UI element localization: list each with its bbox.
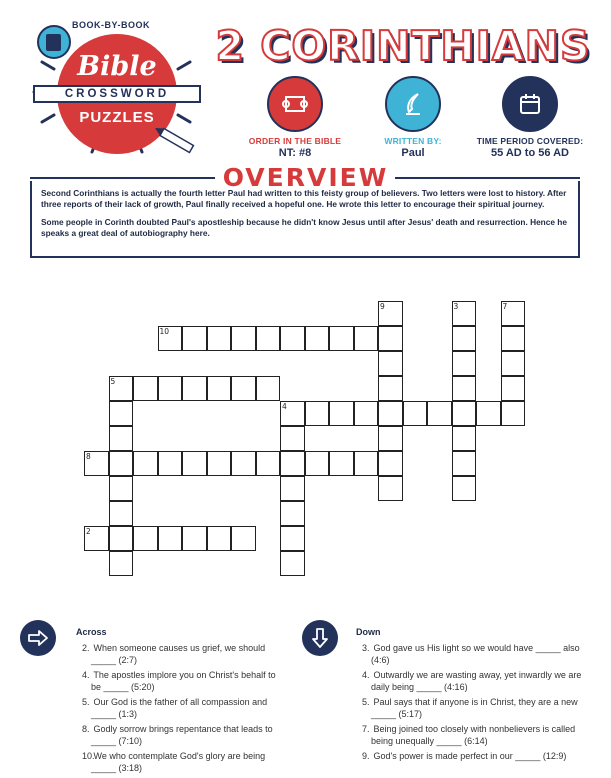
grid-cell[interactable] bbox=[109, 526, 134, 551]
clue-text: Outwardly we are wasting away, yet inwardly we are daily being _____ (4:16) bbox=[371, 670, 582, 692]
logo-word-puzzles: PUZZLES bbox=[79, 109, 155, 126]
down-clue bbox=[356, 696, 586, 720]
grid-cell[interactable] bbox=[158, 326, 183, 351]
grid-cell[interactable] bbox=[476, 401, 501, 426]
clue-number: 4. bbox=[82, 670, 90, 680]
cell-number: 3 bbox=[453, 302, 459, 311]
cell-number: 7 bbox=[502, 302, 508, 311]
grid-cell[interactable] bbox=[452, 376, 477, 401]
grid-cell[interactable] bbox=[182, 451, 207, 476]
grid-cell[interactable] bbox=[280, 326, 305, 351]
grid-cell[interactable] bbox=[427, 401, 452, 426]
grid-cell[interactable] bbox=[501, 326, 526, 351]
grid-cell[interactable] bbox=[231, 451, 256, 476]
info-order-value: NT: #8 bbox=[278, 147, 312, 159]
clue-text: God's power is made perfect in our _____ (12:9) bbox=[373, 751, 567, 761]
down-heading: Down bbox=[356, 627, 381, 637]
grid-cell[interactable] bbox=[329, 401, 354, 426]
down-clue bbox=[356, 669, 586, 693]
grid-cell[interactable] bbox=[231, 376, 256, 401]
grid-cell[interactable] bbox=[109, 426, 134, 451]
grid-cell[interactable] bbox=[501, 351, 526, 376]
clue-number: 7. bbox=[362, 724, 370, 734]
clue-number: 10. bbox=[82, 751, 95, 761]
overview-paragraph-1: Second Corinthians is actually the fourth letter Paul had written to this feisty group of believers. Two letters were lost to history. After three reports of their lack of growth, Paul finally received a hopeful one. He wrote this letter to encourage their spiritual journey. bbox=[41, 188, 567, 209]
grid-cell[interactable] bbox=[305, 401, 330, 426]
grid-cell[interactable] bbox=[256, 451, 281, 476]
grid-cell[interactable] bbox=[452, 426, 477, 451]
across-clue bbox=[76, 669, 286, 693]
across-clue bbox=[76, 723, 286, 747]
across-heading: Across bbox=[76, 627, 107, 637]
grid-cell[interactable] bbox=[452, 351, 477, 376]
grid-cell[interactable] bbox=[452, 476, 477, 501]
cell-number: 9 bbox=[380, 302, 385, 311]
grid-cell[interactable] bbox=[305, 451, 330, 476]
clue-text: When someone causes us grief, we should _____ (2:7) bbox=[91, 643, 266, 665]
grid-cell[interactable] bbox=[280, 476, 305, 501]
across-clue bbox=[76, 696, 286, 720]
clue-number: 5. bbox=[82, 697, 90, 707]
info-period-value: 55 AD to 56 AD bbox=[490, 147, 570, 159]
down-clue-list bbox=[356, 642, 586, 765]
grid-cell[interactable] bbox=[133, 526, 158, 551]
cell-number: 5 bbox=[110, 377, 116, 386]
logo-brand: Bible bbox=[77, 51, 157, 82]
info-period bbox=[470, 76, 590, 159]
grid-cell[interactable] bbox=[280, 526, 305, 551]
arrow-right-icon bbox=[20, 620, 56, 656]
grid-cell[interactable] bbox=[452, 451, 477, 476]
quill-icon bbox=[385, 76, 441, 132]
logo bbox=[22, 14, 212, 164]
overview-box bbox=[30, 181, 580, 258]
across-clue-list bbox=[76, 642, 286, 777]
across-clue bbox=[76, 642, 286, 666]
clue-text: Godly sorrow brings repentance that leads to _____ (7:10) bbox=[91, 724, 273, 746]
grid-cell[interactable] bbox=[378, 401, 403, 426]
grid-cell[interactable] bbox=[452, 401, 477, 426]
grid-cell[interactable] bbox=[256, 326, 281, 351]
grid-cell[interactable] bbox=[84, 451, 109, 476]
grid-cell[interactable] bbox=[378, 376, 403, 401]
grid-cell[interactable] bbox=[501, 301, 526, 326]
clue-number: 8. bbox=[82, 724, 90, 734]
info-order-label: ORDER IN THE BIBLE bbox=[248, 136, 342, 146]
down-clue bbox=[356, 642, 586, 666]
grid-cell[interactable] bbox=[84, 526, 109, 551]
grid-cell[interactable] bbox=[133, 376, 158, 401]
grid-cell[interactable] bbox=[280, 451, 305, 476]
grid-cell[interactable] bbox=[158, 376, 183, 401]
calendar-icon bbox=[502, 76, 558, 132]
clue-text: God gave us His light so we would have _____ also (4:6) bbox=[371, 643, 580, 665]
grid-cell[interactable] bbox=[329, 326, 354, 351]
grid-cell[interactable] bbox=[109, 376, 134, 401]
grid-cell[interactable] bbox=[280, 401, 305, 426]
grid-cell[interactable] bbox=[109, 501, 134, 526]
grid-cell[interactable] bbox=[452, 326, 477, 351]
clue-number: 5. bbox=[362, 697, 370, 707]
grid-cell[interactable] bbox=[207, 451, 232, 476]
info-author-value: Paul bbox=[401, 147, 425, 159]
grid-cell[interactable] bbox=[378, 326, 403, 351]
grid-cell[interactable] bbox=[256, 376, 281, 401]
page-title: 2 CORINTHIANS bbox=[215, 22, 591, 70]
scroll-icon bbox=[267, 76, 323, 132]
grid-cell[interactable] bbox=[378, 426, 403, 451]
grid-cell[interactable] bbox=[378, 301, 403, 326]
grid-cell[interactable] bbox=[403, 401, 428, 426]
grid-cell[interactable] bbox=[378, 351, 403, 376]
grid-cell[interactable] bbox=[378, 476, 403, 501]
grid-cell[interactable] bbox=[452, 301, 477, 326]
clue-text: Paul says that if anyone is in Christ, they are a new _____ (5:17) bbox=[371, 697, 578, 719]
grid-cell[interactable] bbox=[354, 401, 379, 426]
clue-number: 2. bbox=[82, 643, 90, 653]
grid-cell[interactable] bbox=[501, 376, 526, 401]
grid-cell[interactable] bbox=[378, 451, 403, 476]
grid-cell[interactable] bbox=[354, 326, 379, 351]
info-author bbox=[353, 76, 473, 159]
clue-number: 3. bbox=[362, 643, 370, 653]
grid-cell[interactable] bbox=[182, 326, 207, 351]
across-clue bbox=[76, 750, 286, 774]
info-order bbox=[235, 76, 355, 159]
overview-paragraph-2: Some people in Corinth doubted Paul's apostleship because he didn't know Jesus until after Jesus' death and resurrection. Hence he speaks a great deal of autobiography here. bbox=[41, 217, 567, 238]
grid-cell[interactable] bbox=[182, 526, 207, 551]
clue-text: Being joined too closely with nonbelievers is called being unequally _____ (6:14) bbox=[371, 724, 576, 746]
cell-number: 8 bbox=[86, 452, 91, 461]
grid-cell[interactable] bbox=[109, 476, 134, 501]
cell-number: 2 bbox=[86, 527, 91, 536]
grid-cell[interactable] bbox=[280, 551, 305, 576]
info-author-label: WRITTEN BY: bbox=[384, 136, 442, 146]
grid-cell[interactable] bbox=[182, 376, 207, 401]
grid-cell[interactable] bbox=[231, 526, 256, 551]
info-period-label: TIME PERIOD COVERED: bbox=[476, 136, 584, 146]
down-clue bbox=[356, 723, 586, 747]
grid-cell[interactable] bbox=[133, 451, 158, 476]
grid-cell[interactable] bbox=[501, 401, 526, 426]
grid-cell[interactable] bbox=[305, 326, 330, 351]
grid-cell[interactable] bbox=[231, 326, 256, 351]
down-clue bbox=[356, 750, 586, 762]
clue-text: The apostles implore you on Christ's behalf to be _____ (5:20) bbox=[91, 670, 276, 692]
clue-text: Our God is the father of all compassion and _____ (1:3) bbox=[91, 697, 268, 719]
arrow-down-icon bbox=[302, 620, 338, 656]
logo-top-text: BOOK-BY-BOOK bbox=[72, 20, 150, 30]
clue-text: We who contemplate God's glory are being _____ (3:18) bbox=[91, 751, 266, 773]
grid-cell[interactable] bbox=[280, 501, 305, 526]
clue-number: 9. bbox=[362, 751, 370, 761]
overview-title: OVERVIEW bbox=[222, 163, 389, 192]
grid-cell[interactable] bbox=[109, 401, 134, 426]
grid-cell[interactable] bbox=[207, 526, 232, 551]
clue-number: 4. bbox=[362, 670, 370, 680]
cell-number: 10 bbox=[159, 327, 170, 336]
grid-cell[interactable] bbox=[109, 451, 134, 476]
grid-cell[interactable] bbox=[207, 326, 232, 351]
grid-cell[interactable] bbox=[158, 526, 183, 551]
grid-cell[interactable] bbox=[280, 426, 305, 451]
logo-word-crossword: CROSSWORD bbox=[64, 88, 170, 100]
grid-cell[interactable] bbox=[158, 451, 183, 476]
grid-cell[interactable] bbox=[207, 376, 232, 401]
grid-cell[interactable] bbox=[329, 451, 354, 476]
grid-cell[interactable] bbox=[354, 451, 379, 476]
grid-cell[interactable] bbox=[109, 551, 134, 576]
cell-number: 4 bbox=[282, 402, 287, 411]
